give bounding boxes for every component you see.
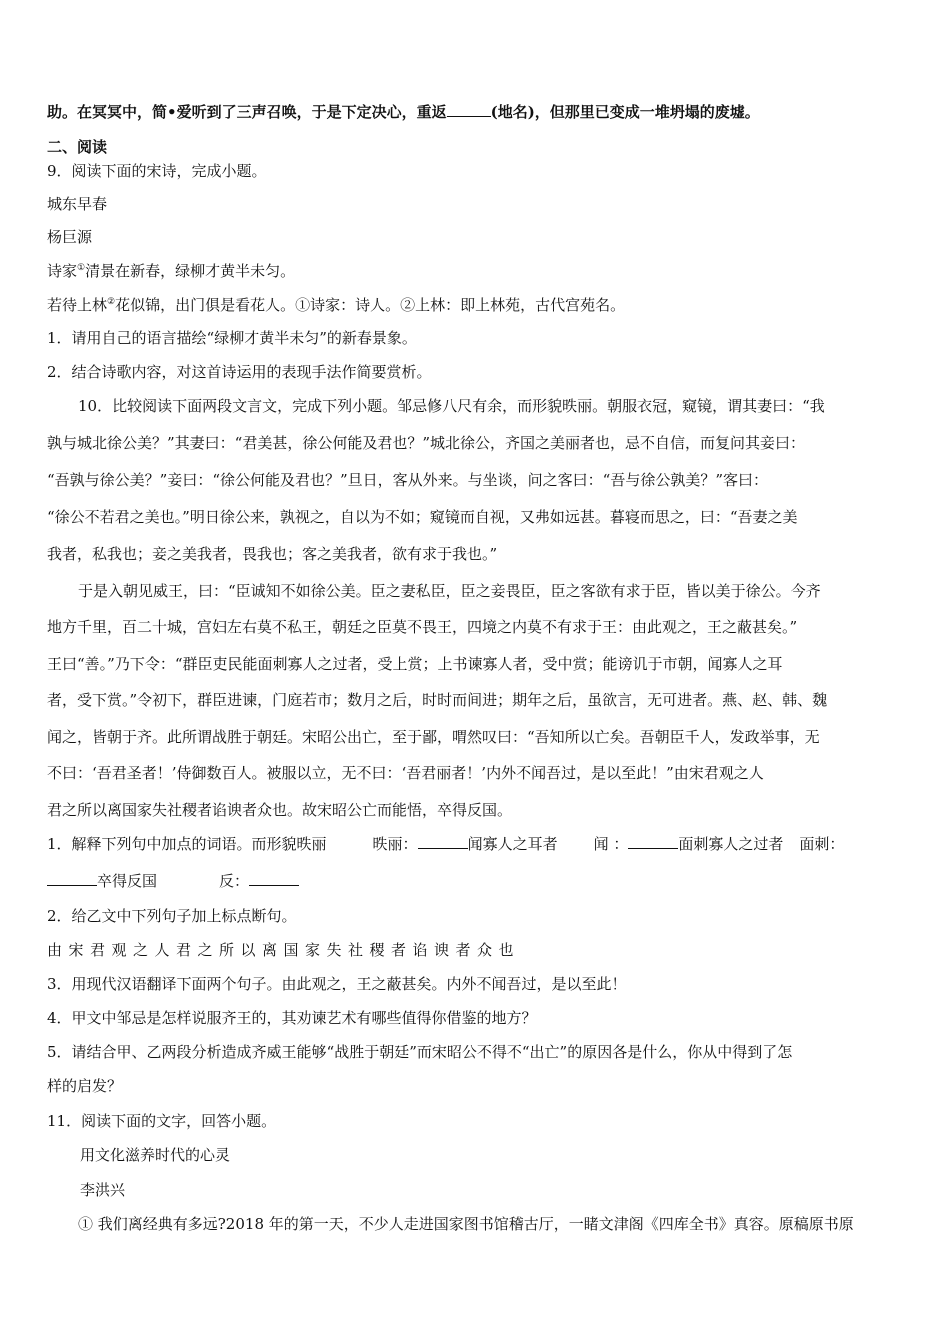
- text-segment: 诗家: [47, 262, 78, 280]
- footnote-marker: ②: [107, 297, 116, 307]
- text-segment: 闻寡人之耳者: [467, 835, 558, 853]
- article-paragraph-1: ① 我们离经典有多远?2018 年的第一天，不少人走进国家图书馆稽古厅，一睹文津阁《四库全书》真容。原稿原书原: [78, 1215, 854, 1233]
- passage-line: “吾孰与徐公美？”妾曰：“徐公何能及君也？”旦日，客从外来。与坐谈，问之客曰：“吾与徐公孰美？”客曰：: [47, 471, 769, 489]
- text-segment: 面刺：: [799, 835, 845, 853]
- question-9: 9．阅读下面的宋诗，完成小题。: [47, 162, 267, 180]
- poem-title: 城东早春: [47, 195, 108, 213]
- poem-author: 杨巨源: [47, 228, 93, 246]
- passage-line: 不曰：‘吾君圣者！’侍御数百人。被服以立，无不曰：‘吾君丽者！’内外不闻吾过，是以至此！”由宋君观之人: [47, 764, 764, 782]
- article-author: 李洪兴: [80, 1181, 126, 1199]
- text-segment: (地名)，但那里已变成一堆坍塌的废墟。: [490, 103, 760, 121]
- punctuation-exercise: 由宋君观之人君之所以离国家失社稷者谄谀者众也: [47, 941, 521, 959]
- passage-line: 闻之，皆朝于齐。此所谓战胜于朝廷。宋昭公出亡，至于鄙，喟然叹曰：“吾知所以亡矣。吾朝臣千人，发政举事，无: [47, 728, 820, 746]
- passage-line: 孰与城北徐公美？”其妻曰：“君美甚，徐公何能及君也？”城北徐公，齐国之美丽者也，忌不自信，而复问其妾曰：: [47, 434, 806, 452]
- article-title: 用文化滋养时代的心灵: [80, 1146, 231, 1164]
- answer-blank: [47, 871, 97, 886]
- text-segment: 昳丽：: [372, 835, 418, 853]
- question-11: 11．阅读下面的文字，回答小题。: [47, 1112, 277, 1130]
- question-10-1-cont: [47, 870, 907, 892]
- text-segment: 花似锦，出门俱是看花人。①诗家：诗人。②上林：即上林苑，古代宫苑名。: [115, 296, 626, 314]
- question-10-5-cont: 样的启发？: [47, 1077, 123, 1095]
- answer-blank: [249, 871, 299, 886]
- question-9-2: 2．结合诗歌内容，对这首诗运用的表现手法作简要赏析。: [47, 363, 432, 381]
- section-heading-reading: 二、阅读: [47, 138, 108, 156]
- passage-line: 者，受下赏。”令初下，群臣进谏，门庭若市；数月之后，时时而间进；期年之后，虽欲言，无可进者。燕、赵、韩、魏: [47, 691, 828, 709]
- text-segment: 卒得反国: [97, 872, 158, 890]
- text-segment: 1．解释下列句中加点的词语。而形貌昳丽: [47, 835, 327, 853]
- question-10-1: [47, 833, 907, 855]
- question-10-4: 4．甲文中邹忌是怎样说服齐王的，其劝谏艺术有哪些值得你借鉴的地方？: [47, 1009, 537, 1027]
- question-10-5: 5．请结合甲、乙两段分析造成齐威王能够“战胜于朝廷”而宋昭公不得不“出亡”的原因各是什么，你从中得到了怎: [47, 1043, 793, 1061]
- passage-line: 君之所以离国家失社稷者谄谀者众也。故宋昭公亡而能悟，卒得反国。: [47, 801, 513, 819]
- answer-blank: [418, 834, 468, 849]
- question-9-1: 1．请用自己的语言描绘“绿柳才黄半未匀”的新春景象。: [47, 329, 417, 347]
- footnote-marker: ①: [77, 263, 86, 273]
- passage-line: 我者，私我也；妾之美我者，畏我也；客之美我者，欲有求于我也。”: [47, 545, 498, 563]
- question-10-text: 10．比较阅读下面两段文言文，完成下列小题。邹忌修八尺有余，而形貌昳丽。朝服衣冠，窥镜，谓其妻曰：“我: [78, 397, 825, 415]
- text-segment: 闻 ：: [593, 835, 629, 853]
- question-10-3: 3．用现代汉语翻译下面两个句子。由此观之，王之蔽甚矣。内外不闻吾过，是以至此！: [47, 975, 627, 993]
- text-segment: 面刺寡人之过者: [678, 835, 784, 853]
- passage-line: 地方千里，百二十城，宫妇左右莫不私王，朝廷之臣莫不畏王，四境之内莫不有求于王：由此观之，王之蔽甚矣。”: [47, 618, 798, 636]
- text-segment: 清景在新春，绿柳才黄半未匀。: [85, 262, 296, 280]
- poem-line-2: [47, 294, 907, 316]
- answer-blank: [628, 834, 678, 849]
- poem-line-1: [47, 260, 907, 282]
- answer-blank: [447, 102, 491, 117]
- passage-line: 王曰“善。”乃下令：“群臣吏民能面刺寡人之过者，受上赏；上书谏寡人者，受中赏；能谤讥于市朝，闻寡人之耳: [47, 655, 783, 673]
- text-segment: 若待上林: [47, 296, 108, 314]
- text-segment: 反：: [219, 872, 250, 890]
- line-jane-eyre: [47, 101, 907, 123]
- passage-line: 于是入朝见威王，曰：“臣诚知不如徐公美。臣之妻私臣，臣之妾畏臣，臣之客欲有求于臣，皆以美于徐公。今齐: [78, 582, 821, 600]
- question-10-2: 2．给乙文中下列句子加上标点断句。: [47, 907, 297, 925]
- text-segment: 助。在冥冥中，简•爱听到了三声召唤，于是下定决心，重返: [47, 103, 447, 121]
- passage-line: “徐公不若君之美也。”明日徐公来，孰视之，自以为不如；窥镜而自视，又弗如远甚。暮寝而思之，曰：“吾妻之美: [47, 508, 798, 526]
